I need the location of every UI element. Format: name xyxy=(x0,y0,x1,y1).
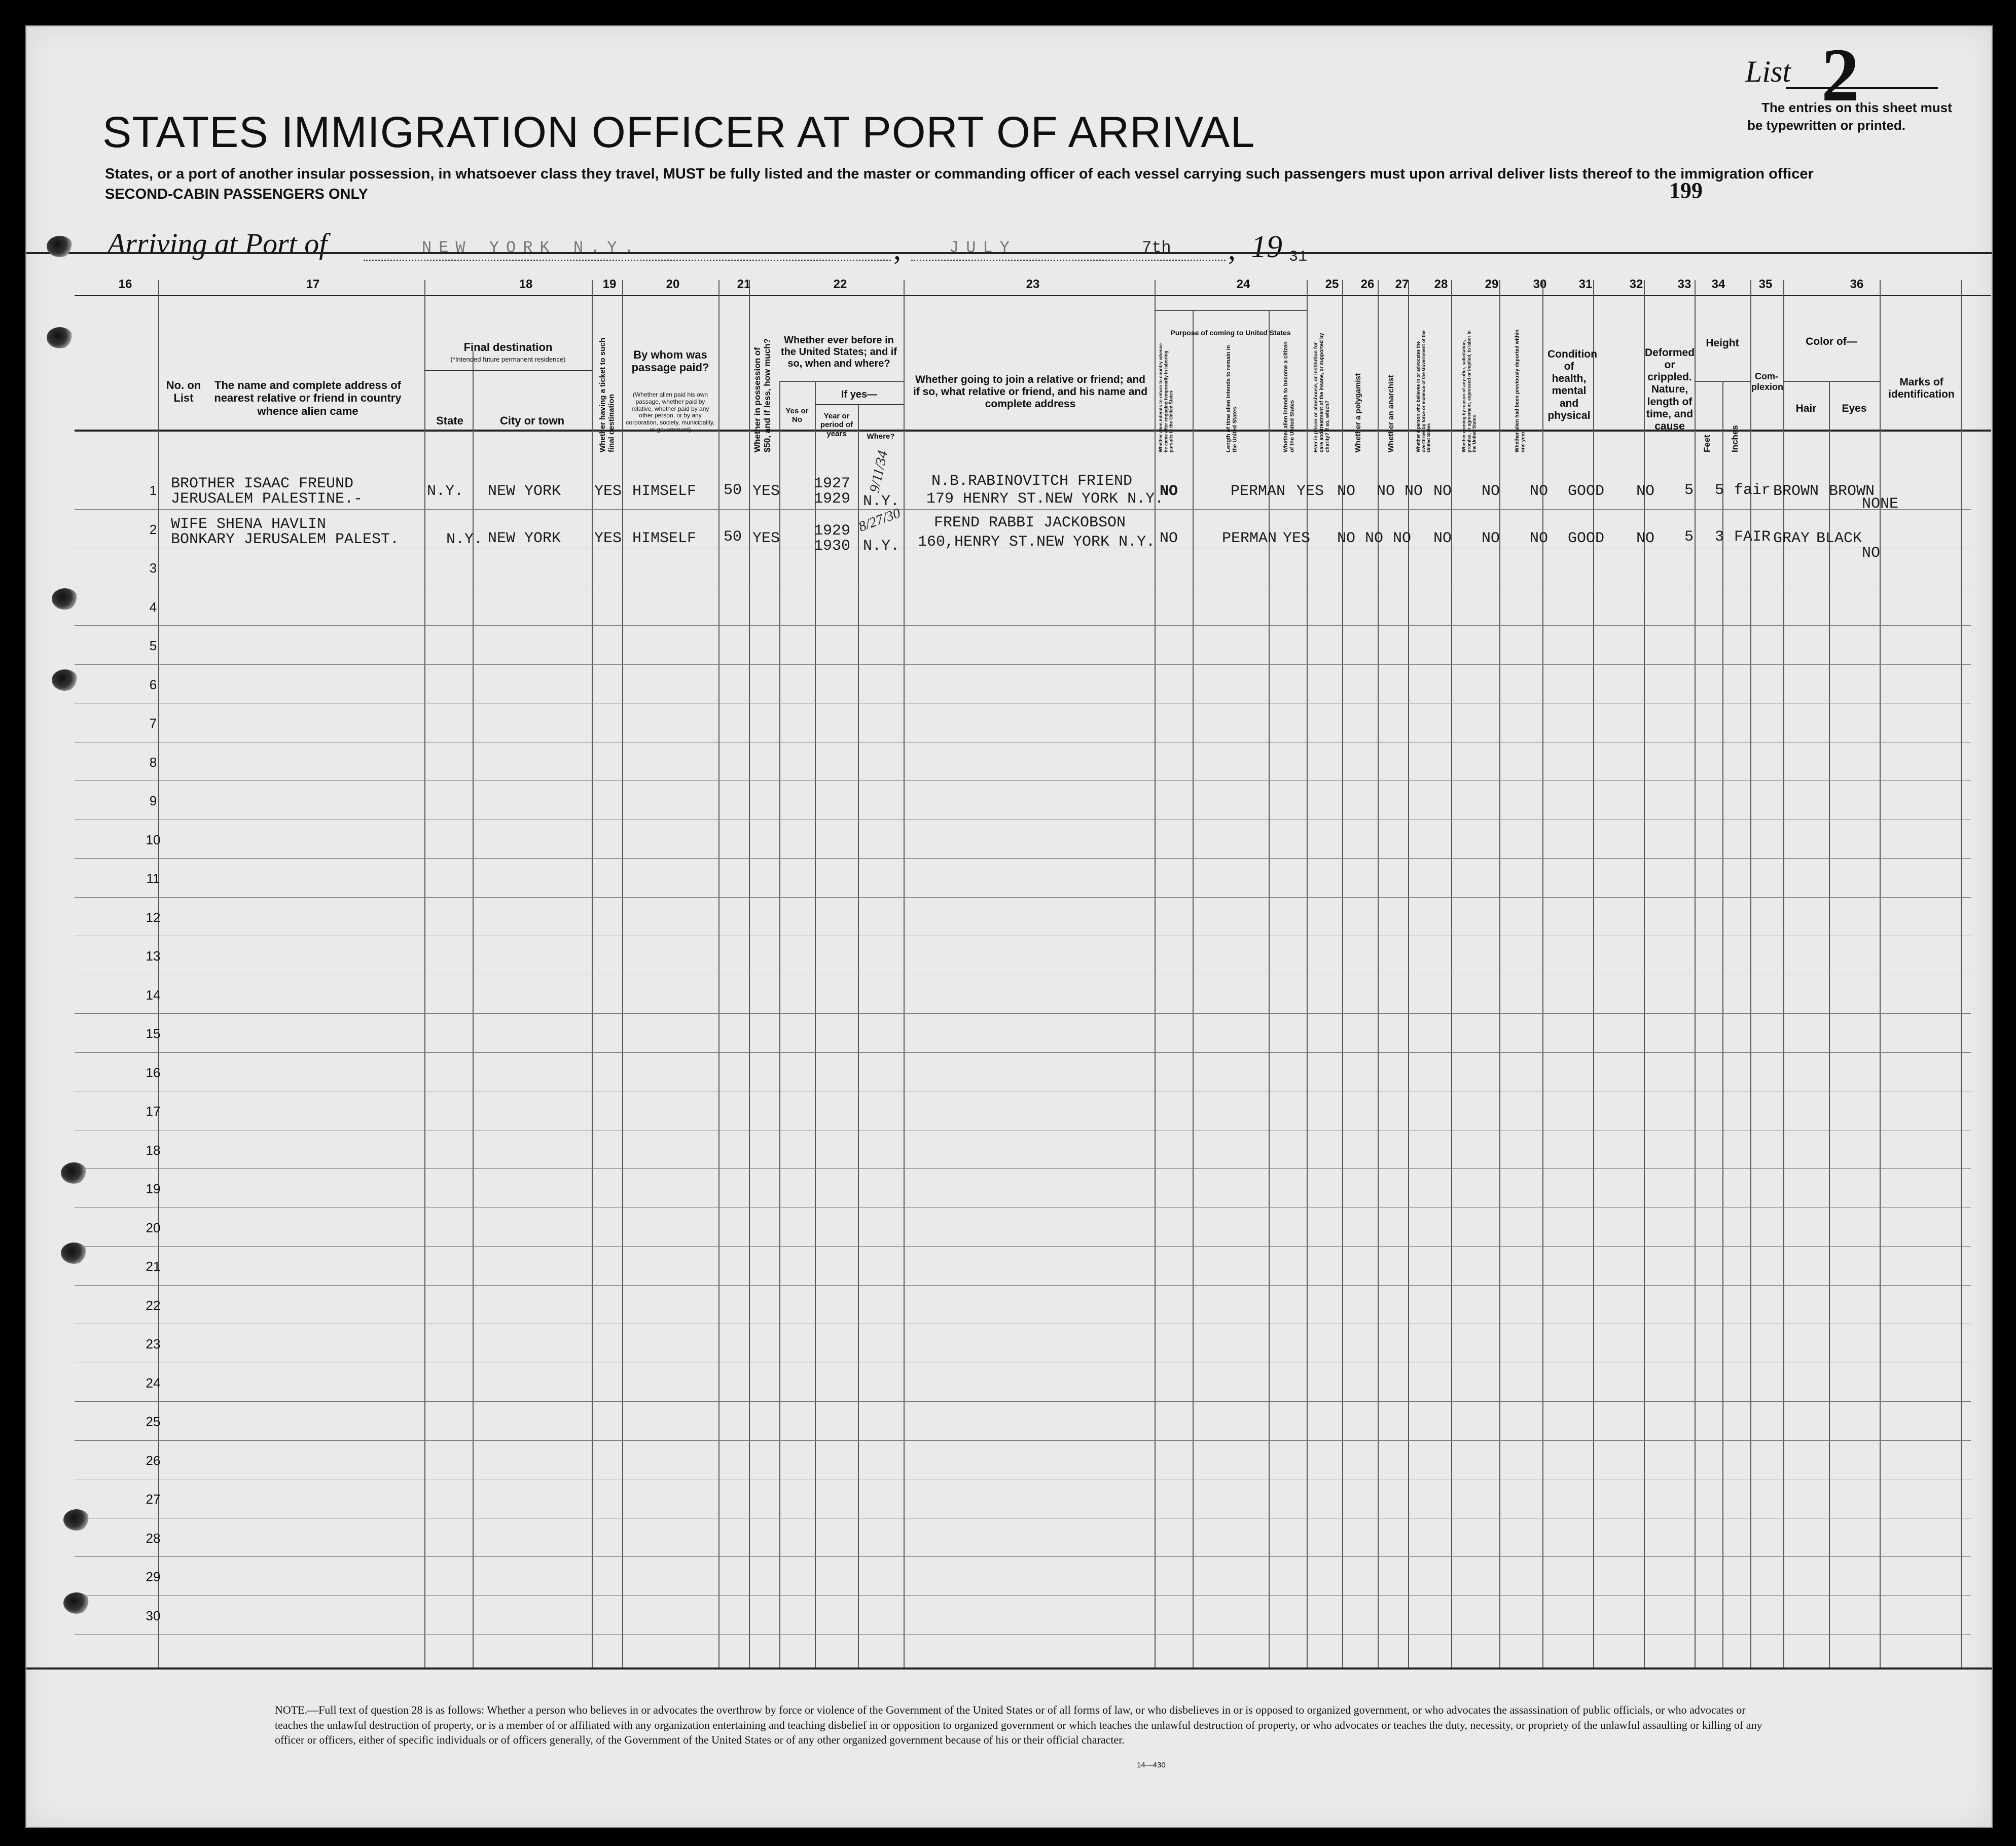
col-divider xyxy=(1722,381,1723,1667)
row-rule xyxy=(75,1401,1971,1402)
hdr-offer: Whether coming by reason of any offer, solicitation, promise, or agreement, expressed or implied, to labor in the United States xyxy=(1461,330,1477,452)
colnum-32: 32 xyxy=(1629,277,1643,291)
row-rule xyxy=(75,1556,1971,1557)
offer: NO xyxy=(1482,530,1500,547)
colnum-rule xyxy=(75,295,1991,296)
colnum-31: 31 xyxy=(1578,277,1593,291)
col-divider xyxy=(622,280,623,1667)
col-divider xyxy=(424,280,425,1667)
hdr-inches: Inches xyxy=(1730,425,1740,452)
city: NEW YORK xyxy=(488,530,561,547)
colnum-26: 26 xyxy=(1360,277,1375,291)
deported: NO xyxy=(1530,483,1549,500)
row-number: 24 xyxy=(146,1375,161,1391)
hdr-overthrow: Whether a person who believes in or advocates the overthrow by force or violence of the Government of the United States xyxy=(1416,330,1431,452)
row-rule xyxy=(75,1013,1971,1014)
years-line-1: 1927 xyxy=(814,475,851,492)
hdr-color-of: Color of— xyxy=(1806,336,1857,347)
colnum-28: 28 xyxy=(1434,277,1448,291)
table-bottom-rule xyxy=(26,1667,1992,1670)
row-rule xyxy=(75,1595,1971,1596)
row-rule xyxy=(75,780,1971,781)
instruction-line-1: The entries on this sheet must xyxy=(1761,100,1952,115)
instruction-line-2: be typewritten or printed. xyxy=(1747,118,1906,133)
join-line-2: 179 HENRY ST.NEW YORK N.Y. xyxy=(926,490,1164,508)
hdr-ticket: Whether having a ticket to such final destination xyxy=(598,338,616,452)
row-number: 22 xyxy=(146,1297,161,1313)
hdr-deformed: Deformed or crippled. Nature, length of time, and cause xyxy=(1645,347,1695,432)
hdr-health: Condition of health, mental and physical xyxy=(1547,348,1597,421)
hdr-city: City or town xyxy=(499,414,565,427)
col-divider xyxy=(718,280,719,1667)
city: NEW YORK xyxy=(488,483,561,500)
deformed: NO xyxy=(1636,483,1655,500)
colnum-34: 34 xyxy=(1711,277,1725,291)
length: PERMAN xyxy=(1231,483,1286,500)
colnum-22: 22 xyxy=(833,277,847,291)
row-number: 6 xyxy=(149,677,157,692)
col-divider xyxy=(858,404,859,1667)
years-line-1: 1929 xyxy=(814,522,851,540)
row-rule xyxy=(75,858,1971,859)
col-divider xyxy=(815,381,816,1667)
eyes: BLACK xyxy=(1816,530,1862,547)
row-number: 3 xyxy=(149,560,157,576)
row-number: 19 xyxy=(146,1181,161,1196)
hdr-citizen: Whether alien intends to become a citizen of the United States xyxy=(1283,341,1295,452)
subhdr-rule xyxy=(815,404,904,405)
hdr-eyes: Eyes xyxy=(1842,403,1867,414)
hair: GRAY xyxy=(1773,530,1810,547)
citizen: YES xyxy=(1283,530,1311,547)
colnum-16: 16 xyxy=(118,277,132,291)
row-number: 2 xyxy=(149,521,157,537)
hdr-length: Length of time alien intends to remain in the United States xyxy=(1226,345,1238,452)
binder-hole xyxy=(61,1162,87,1184)
col-divider xyxy=(592,280,593,1667)
years-line-2: 1930 xyxy=(814,538,851,555)
hdr-anarchist: Whether an anarchist xyxy=(1387,375,1395,452)
row-rule xyxy=(75,1052,1971,1053)
row-number: 14 xyxy=(146,987,161,1003)
hdr-return: Whether alien intends to return to country whence he came after engaging temporarily in laboring pursuits in the United States xyxy=(1158,343,1174,452)
row-number: 17 xyxy=(146,1104,161,1119)
subhdr-rule xyxy=(779,381,904,382)
return: NO xyxy=(1160,530,1178,547)
comma-1: , xyxy=(893,232,901,266)
hdr-no-on-list: No. on List xyxy=(166,379,201,405)
subtitle: States, or a port of another insular possession, in whatsoever class they travel, MUST be fully listed and the master or commanding officer of each vessel carrying such passengers must upon arrival deliver lists thereof to the immigration officer xyxy=(105,166,1814,182)
row-rule xyxy=(75,897,1971,898)
row-number: 16 xyxy=(146,1064,161,1080)
binder-hole xyxy=(52,669,78,691)
ticket: YES xyxy=(594,530,622,547)
binder-hole xyxy=(47,327,73,348)
anarchist: NO xyxy=(1405,483,1423,500)
join-line-1: FREND RABBI JACKOBSON xyxy=(934,514,1126,531)
inches: 3 xyxy=(1715,528,1724,546)
hdr-purpose: Purpose of coming to United States xyxy=(1170,329,1291,337)
colnum-36: 36 xyxy=(1850,277,1864,291)
prison: NO xyxy=(1337,530,1356,547)
hdr-final-destination-note: (*Intended future permanent residence) xyxy=(450,356,566,363)
overthrow: NO xyxy=(1433,483,1452,500)
colnum-27: 27 xyxy=(1395,277,1409,291)
deported: NO xyxy=(1530,530,1549,547)
list-label: List xyxy=(1745,55,1791,88)
subhdr-rule xyxy=(1695,381,1750,382)
hdr-feet: Feet xyxy=(1702,435,1712,452)
feet: 5 xyxy=(1684,528,1694,546)
row-number: 23 xyxy=(146,1336,161,1352)
binder-hole xyxy=(63,1509,90,1531)
paid-by: HIMSELF xyxy=(632,483,697,500)
citizen: YES xyxy=(1297,483,1324,500)
row-rule xyxy=(75,625,1971,626)
eyes: BROWN xyxy=(1829,483,1875,500)
arrival-year-suffix: 31 xyxy=(1289,248,1308,266)
binder-hole xyxy=(63,1592,90,1614)
row-number: 21 xyxy=(146,1259,161,1274)
polygamist: NO xyxy=(1377,483,1395,500)
row-number: 5 xyxy=(149,638,157,653)
health: GOOD xyxy=(1568,530,1605,547)
hdr-year: Year or period of years xyxy=(820,412,853,438)
join-line-2: 160,HENRY ST.NEW YORK N.Y. xyxy=(918,534,1156,551)
col-divider xyxy=(779,381,780,1667)
binder-hole xyxy=(47,236,73,257)
manifest-table xyxy=(26,26,1992,1827)
footnote: NOTE.—Full text of question 28 is as follows: Whether a person who believes in or advocates the overthrow by force or violence of the Government of the United States or of all forms of law, or who disbelieves in or is opposed to organized government, or who advocates the assassination of public officials, or who advocates or teaches the unlawful destruction of property, or is a member of or affiliated with any organization entertaining and teaching disbelief in or opposition to organized government or which teaches the unlawful destruction of property, or who advocates or teaches the duty, necessity, or propriety of the unlawful assaulting or killing of any officer or officers, either of specific individuals or of officers generally, of the Government of the United States or of any other organized government because of his or their official character. xyxy=(275,1703,1762,1747)
row-rule xyxy=(75,1285,1971,1286)
relative-line-1: WIFE SHENA HAVLIN xyxy=(171,516,327,533)
subhdr-rule xyxy=(424,370,592,371)
health: GOOD xyxy=(1568,483,1605,500)
colnum-20: 20 xyxy=(666,277,680,291)
colnum-35: 35 xyxy=(1758,277,1773,291)
state: N.Y. xyxy=(446,531,483,548)
arrival-year-prefix: 19 xyxy=(1251,230,1282,264)
hdr-relative: The name and complete address of nearest relative or friend in country whence alien came xyxy=(214,379,402,417)
where: N.Y. xyxy=(863,493,900,510)
colnum-18: 18 xyxy=(519,277,533,291)
hdr-join: Whether going to join a relative or friend; and if so, what relative or friend, and his name and complete address xyxy=(913,374,1148,410)
row-number: 20 xyxy=(146,1220,161,1235)
col-divider xyxy=(1695,280,1696,1667)
where-note: 9/11/34 xyxy=(867,449,891,494)
col-divider xyxy=(473,351,474,1667)
relative-line-1: BROTHER ISAAC FREUND xyxy=(171,475,354,492)
prison: NO xyxy=(1337,483,1356,500)
arriving-label: Arriving at Port of xyxy=(107,227,328,260)
length: PERMAN xyxy=(1222,530,1277,547)
hdr-money: Whether in possession of $50, and if less, how much? xyxy=(752,338,772,452)
money: 50 xyxy=(724,528,742,546)
row-number: 26 xyxy=(146,1452,161,1468)
form-number: 14—430 xyxy=(1137,1761,1166,1769)
before-us: YES xyxy=(752,483,780,500)
row-number: 29 xyxy=(146,1569,161,1584)
row-number: 9 xyxy=(149,793,157,808)
col-divider xyxy=(1961,280,1962,1667)
row-number: 30 xyxy=(146,1608,161,1623)
join-line-1: N.B.RABINOVITCH FRIEND xyxy=(931,473,1133,490)
where: N.Y. xyxy=(863,538,900,555)
row-number: 18 xyxy=(146,1142,161,1158)
hdr-before-us: Whether ever before in the United States; and if so, when and where? xyxy=(781,335,897,369)
col-divider xyxy=(1880,280,1881,1667)
colnum-30: 30 xyxy=(1533,277,1547,291)
hdr-prison: Ever in prison or almshouse, or institution for care and treatment of the insane, or supported by charity? If so, which? xyxy=(1313,333,1330,452)
paid-by: HIMSELF xyxy=(632,530,697,547)
subhdr-rule xyxy=(1783,381,1880,382)
hdr-marks: Marks of identification xyxy=(1888,376,1955,401)
colnum-19: 19 xyxy=(602,277,617,291)
col-divider xyxy=(1155,280,1156,1667)
page-number: 199 xyxy=(1669,178,1703,203)
colnum-33: 33 xyxy=(1677,277,1691,291)
col-divider xyxy=(1193,310,1194,1667)
marks: NO xyxy=(1862,545,1881,562)
marks: NONE xyxy=(1862,495,1899,513)
hdr-height: Height xyxy=(1706,337,1739,349)
hdr-final-destination: Final destination xyxy=(463,341,553,353)
hdr-where: Where? xyxy=(867,432,895,441)
row-number: 7 xyxy=(149,716,157,731)
feet: 5 xyxy=(1684,482,1694,499)
row-number: 1 xyxy=(149,483,157,498)
row-number: 28 xyxy=(146,1530,161,1546)
state: N.Y. xyxy=(427,483,464,500)
before-us: YES xyxy=(752,530,780,547)
binder-hole xyxy=(61,1242,87,1264)
row-rule xyxy=(75,1634,1971,1635)
hdr-paid-by: By whom was passage paid? xyxy=(631,348,709,374)
row-number: 11 xyxy=(146,871,160,886)
row-number: 12 xyxy=(146,909,161,925)
row-number: 27 xyxy=(146,1492,161,1507)
complexion: FAIR xyxy=(1734,528,1771,546)
colnum-25: 25 xyxy=(1325,277,1339,291)
overthrow: NO xyxy=(1433,530,1452,547)
hdr-deported: Whether alien had been previously deported within one year xyxy=(1515,329,1526,452)
arrival-port: NEW YORK N.Y. xyxy=(422,238,641,257)
list-number: 2 xyxy=(1821,33,1859,117)
deformed: NO xyxy=(1636,530,1655,547)
anarchist: NO xyxy=(1393,530,1412,547)
manifest-sheet xyxy=(25,25,1993,1828)
relative-line-2: BONKARY JERUSALEM PALEST. xyxy=(171,531,400,548)
complexion: fair xyxy=(1734,482,1771,499)
subhdr-rule xyxy=(1155,310,1307,311)
inches: 5 xyxy=(1715,482,1724,499)
colnum-17: 17 xyxy=(306,277,320,291)
hair: BROWN xyxy=(1773,483,1819,500)
table-top-rule xyxy=(26,252,1992,254)
col-divider xyxy=(1829,381,1830,1667)
colnum-29: 29 xyxy=(1485,277,1499,291)
row-rule xyxy=(75,1168,1971,1169)
hdr-hair: Hair xyxy=(1795,403,1817,414)
page-title: STATES IMMIGRATION OFFICER AT PORT OF ARRIVAL xyxy=(102,108,1255,157)
polygamist: NO xyxy=(1365,530,1384,547)
colnum-23: 23 xyxy=(1026,277,1040,291)
ticket: YES xyxy=(594,483,622,500)
row-number: 15 xyxy=(146,1026,161,1041)
years-line-2: 1929 xyxy=(814,490,851,508)
colnum-21: 21 xyxy=(737,277,751,291)
comma-2: , xyxy=(1228,232,1236,266)
hdr-if-yes: If yes— xyxy=(841,389,878,400)
return: NO xyxy=(1160,483,1178,500)
relative-line-2: JERUSALEM PALESTINE.- xyxy=(171,490,363,508)
money: 50 xyxy=(724,482,742,499)
row-number: 25 xyxy=(146,1414,161,1429)
hdr-paid-by-note: (Whether alien paid his own passage, whether paid by relative, whether paid by any other person, or by any corporation, society, municipality, or government) xyxy=(626,391,715,433)
row-number: 8 xyxy=(149,754,157,770)
hdr-complexion: Com- plexion xyxy=(1751,371,1784,392)
class-line: SECOND-CABIN PASSENGERS ONLY xyxy=(105,186,368,202)
row-rule xyxy=(75,1440,1971,1441)
arrival-day: 7th xyxy=(1142,238,1171,257)
where-note: 8/27/30 xyxy=(856,505,903,535)
row-rule xyxy=(75,1246,1971,1247)
row-number: 13 xyxy=(146,948,161,964)
row-number: 10 xyxy=(146,832,161,847)
hdr-state: State xyxy=(436,414,463,427)
offer: NO xyxy=(1482,483,1500,500)
row-number: 4 xyxy=(149,599,157,615)
col-divider xyxy=(749,280,750,1667)
col-divider xyxy=(1269,310,1270,1667)
colnum-24: 24 xyxy=(1236,277,1250,291)
row-rule xyxy=(75,664,1971,665)
binder-hole xyxy=(52,588,78,610)
arrival-month: JULY xyxy=(949,238,1017,257)
row-rule xyxy=(75,509,1971,510)
hdr-yes-no: Yes or No xyxy=(785,407,809,424)
hdr-polygamist: Whether a polygamist xyxy=(1354,373,1362,452)
col-divider xyxy=(904,280,905,1667)
